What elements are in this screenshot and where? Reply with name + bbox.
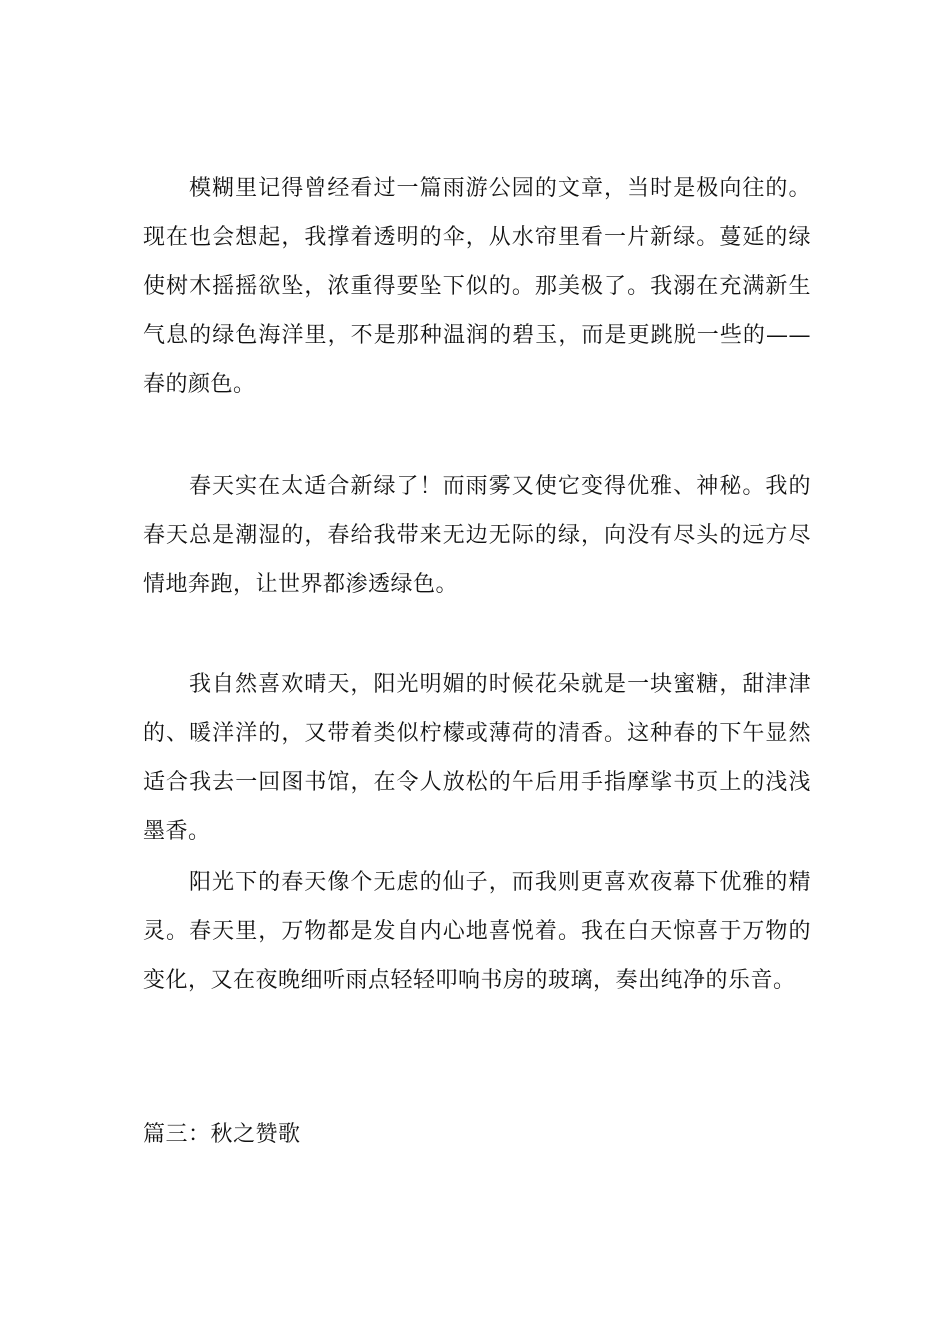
paragraph-text: 春天实在太适合新绿了！而雨雾又使它变得优雅、神秘。我的春天总是潮湿的，春给我带来无边无际的绿，向没有尽头的远方尽情地奔跑，让世界都渗透绿色。 [143,474,811,597]
paragraph-text: 阳光下的春天像个无虑的仙子，而我则更喜欢夜幕下优雅的精灵。春天里，万物都是发自内心地喜悦着。我在白天惊喜于万物的变化，又在夜晚细听雨点轻轻叩响书房的玻璃，奏出纯净的乐音。 [143,870,811,993]
paragraph-text: 我自然喜欢晴天，阳光明媚的时候花朵就是一块蜜糖，甜津津的、暖洋洋的，又带着类似柠檬或薄荷的清香。这种春的下午显然适合我去一回图书馆，在令人放松的午后用手指摩挲书页上的浅浅墨香。 [143,672,811,844]
paragraph-spring-green [143,462,811,609]
section-heading: 篇三：秋之赞歌 [143,1122,301,1147]
paragraph-text: 模糊里记得曾经看过一篇雨游公园的文章，当时是极向往的。现在也会想起，我撑着透明的伞，从水帘里看一片新绿。蔓延的绿使树木摇摇欲坠，浓重得要坠下似的。那美极了。我溺在充满新生气息的绿色海洋里，不是那种温润的碧玉，而是更跳脱一些的——春的颜色。 [143,176,811,397]
paragraph-rain-park [143,164,811,409]
paragraph-night-spirit [143,858,811,1005]
paragraph-sunny-day [143,660,811,856]
